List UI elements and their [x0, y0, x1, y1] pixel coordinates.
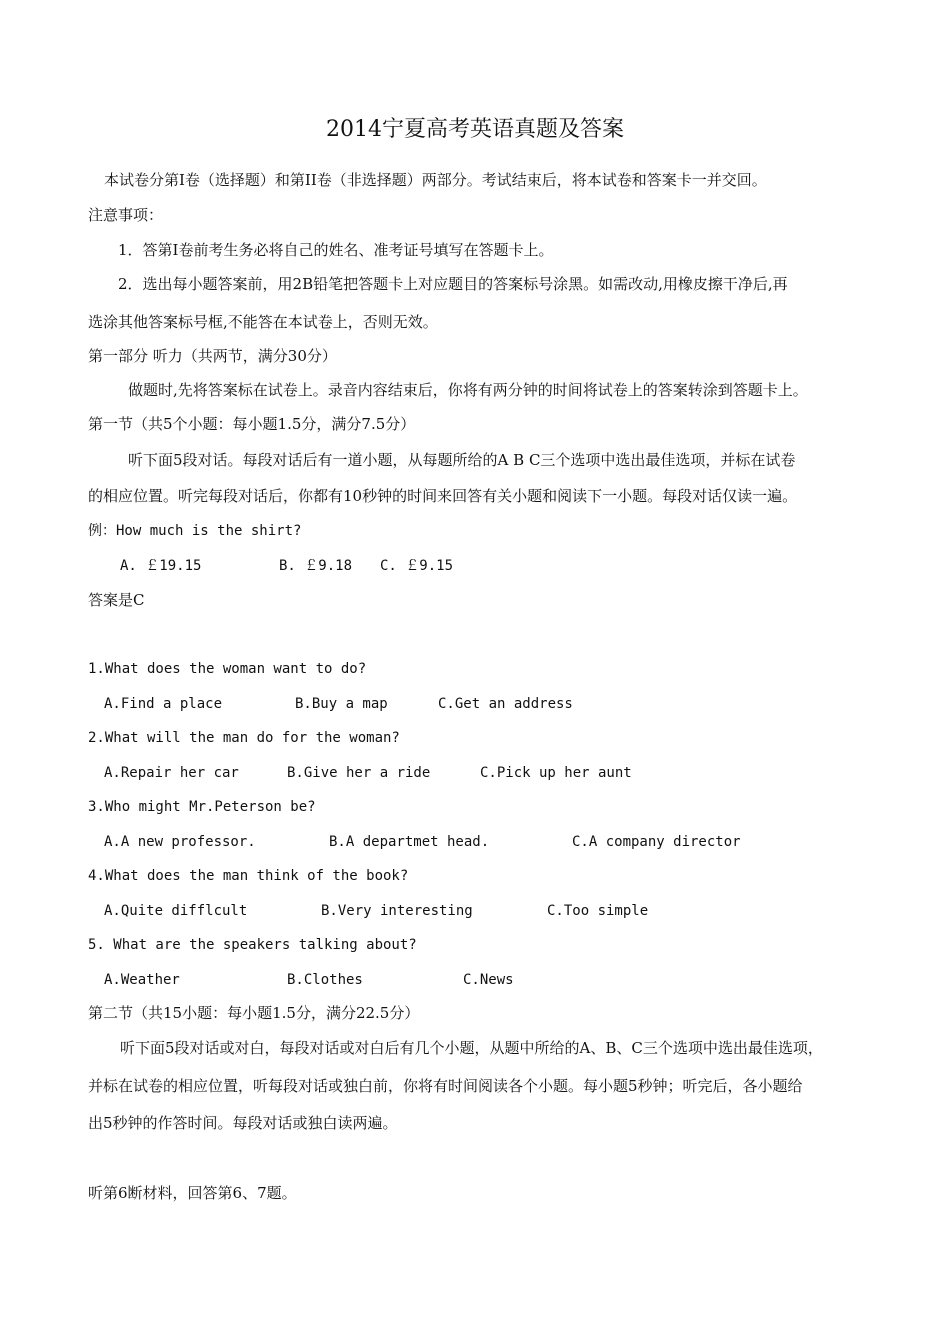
question-5-option-c: C.News	[463, 972, 514, 988]
question-5-option-a: A.Weather	[104, 972, 180, 988]
notice-item-2-cont: 选涂其他答案标号框,不能答在本试卷上，否则无效。	[88, 313, 438, 331]
page-title: 2014宁夏高考英语真题及答案	[326, 117, 624, 142]
question-4-option-b: B.Very interesting	[321, 903, 473, 919]
section1-instruction-cont: 的相应位置。听完每段对话后，你都有10秒钟的时间来回答有关小题和阅读下一小题。每段对话仅读一遍。	[88, 487, 798, 505]
example-option-b: B. ￡9.18	[279, 558, 353, 574]
example-option-a: A. ￡19.15	[120, 558, 202, 574]
material-6-heading: 听第6断材料，回答第6、7题。	[88, 1184, 297, 1202]
question-1-option-a: A.Find a place	[104, 696, 223, 712]
part1-heading: 第一部分 听力（共两节，满分30分）	[88, 347, 337, 365]
question-3-option-c: C.A company director	[572, 834, 741, 850]
section2-heading: 第二节（共15小题：每小题1.5分，满分22.5分）	[88, 1004, 420, 1022]
section2-instruction: 听下面5段对话或对白，每段对话或对白后有几个小题，从题中所给的A、B、C三个选项中选出最佳选项，	[120, 1039, 823, 1057]
intro-text: 本试卷分第Ⅰ卷（选择题）和第II卷（非选择题）两部分。考试结束后，将本试卷和答案卡一并交回。	[104, 171, 767, 189]
question-1-option-b: B.Buy a map	[295, 696, 388, 712]
section2-instruction-end: 出5秒钟的作答时间。每段对话或独白读两遍。	[88, 1114, 398, 1132]
notice-item-2: 2．选出每小题答案前，用2B铅笔把答题卡上对应题目的答案标号涂黑。如需改动,用橡皮擦干净后,再	[118, 275, 788, 293]
section2-instruction-cont: 并标在试卷的相应位置，听每段对话或独白前，你将有时间阅读各个小题。每小题5秒钟；听完后，各小题给	[88, 1077, 803, 1095]
notice-item-1: 1．答第Ⅰ卷前考生务必将自己的姓名、准考证号填写在答题卡上。	[118, 241, 554, 259]
question-1: 1.What does the woman want to do?	[88, 661, 367, 677]
notice-heading: 注意事项：	[88, 206, 164, 224]
question-1-option-c: C.Get an address	[438, 696, 573, 712]
question-5-option-b: B.Clothes	[287, 972, 363, 988]
question-2: 2.What will the man do for the woman?	[88, 730, 400, 746]
question-3-option-a: A.A new professor.	[104, 834, 256, 850]
question-3: 3.Who might Mr.Peterson be?	[88, 799, 316, 815]
question-2-option-c: C.Pick up her aunt	[480, 765, 632, 781]
question-4-option-a: A.Quite difflcult	[104, 903, 248, 919]
section1-heading: 第一节（共5个小题：每小题1.5分，满分7.5分）	[88, 415, 416, 433]
example-option-c: C. ￡9.15	[380, 558, 454, 574]
question-2-option-b: B.Give her a ride	[287, 765, 431, 781]
example-answer: 答案是C	[88, 591, 145, 609]
question-2-option-a: A.Repair her car	[104, 765, 239, 781]
question-5: 5. What are the speakers talking about?	[88, 937, 417, 953]
example-question: 例：How much is the shirt?	[88, 523, 302, 539]
question-4-option-c: C.Too simple	[547, 903, 649, 919]
question-4: 4.What does the man think of the book?	[88, 868, 409, 884]
question-3-option-b: B.A departmet head.	[329, 834, 490, 850]
part1-instruction: 做题时,先将答案标在试卷上。录音内容结束后，你将有两分钟的时间将试卷上的答案转涂到答题卡上。	[128, 381, 808, 399]
section1-instruction: 听下面5段对话。每段对话后有一道小题，从每题所给的A B C三个选项中选出最佳选项，并标在试卷	[128, 451, 796, 469]
